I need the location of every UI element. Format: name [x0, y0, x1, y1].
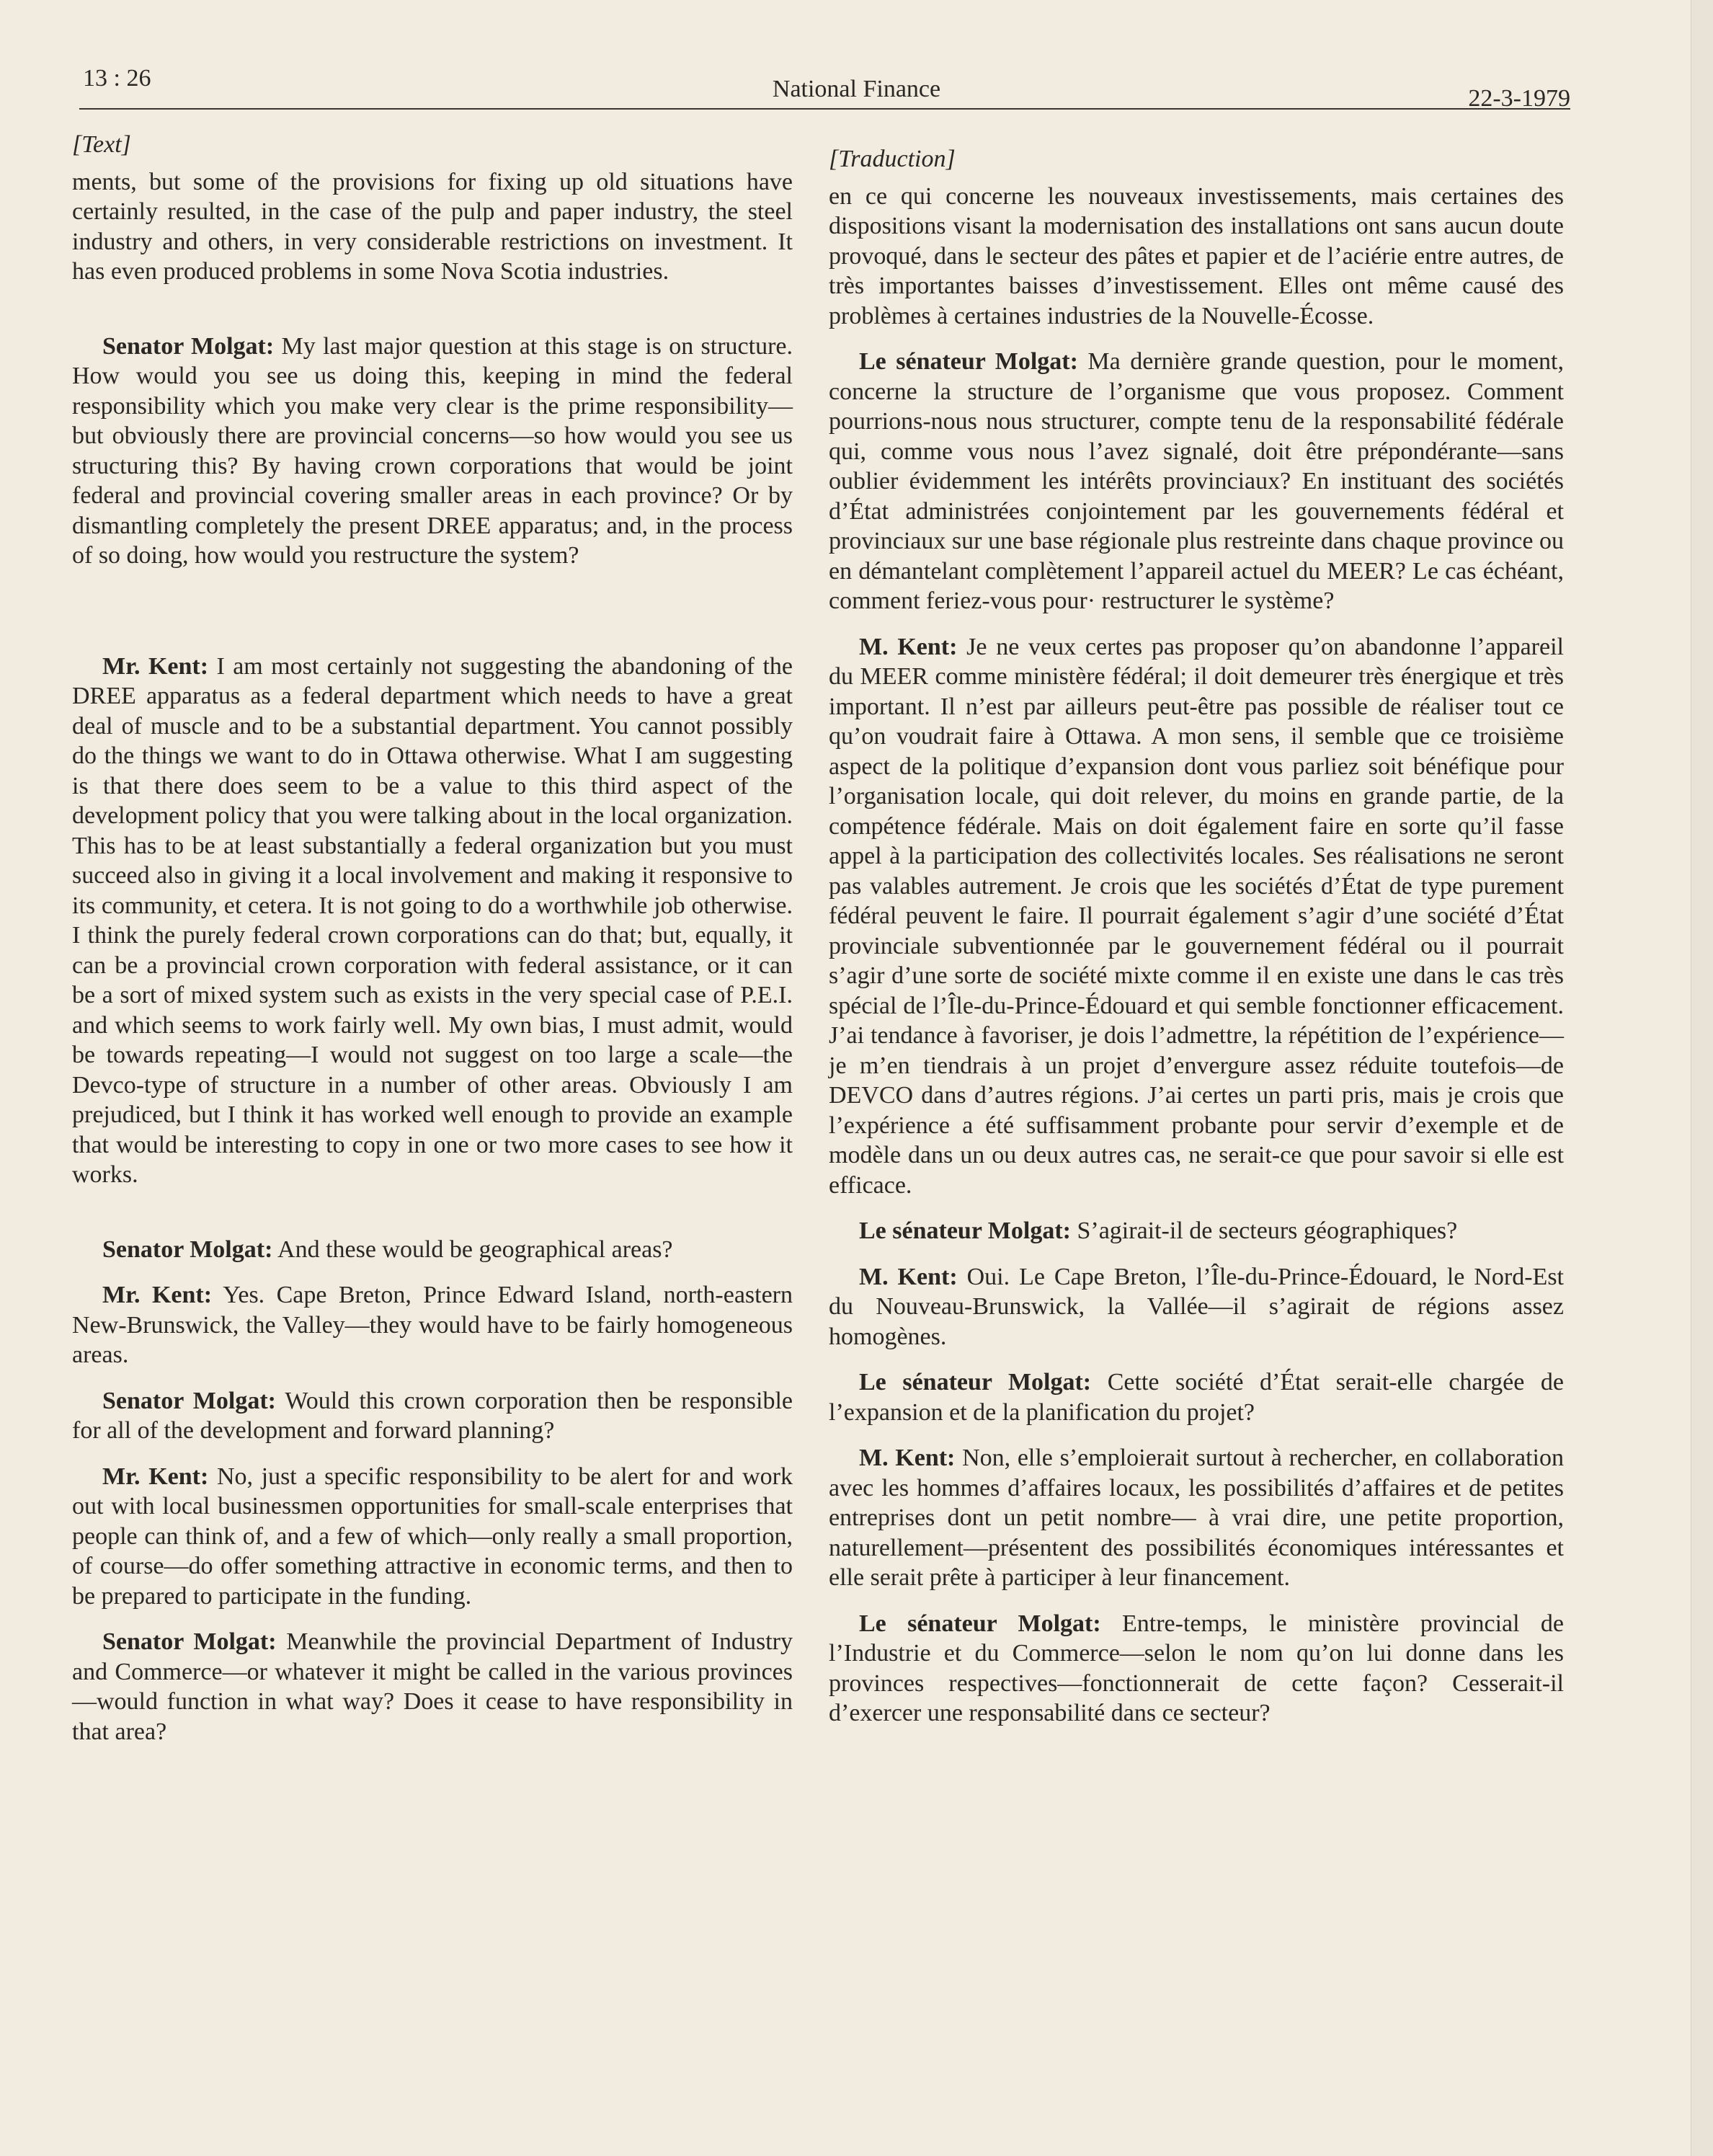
speech-text: Yes. Cape Breton, Prince Edward Island, north-eastern New-Brunswick, the Valley—they would have to be fairly homogeneous areas. [72, 1282, 793, 1368]
header-rule [79, 108, 1570, 110]
speaker-name: Senator Molgat: [102, 1628, 277, 1655]
column-tag: [Traduction] [829, 146, 956, 172]
page-number: 13 : 26 [83, 65, 151, 92]
paragraph [72, 1280, 793, 1370]
speech-text: No, just a specific responsibility to be alert for and work out with local businessmen opportunities for small-scale enterprises that people can think of, and a few of which—only really a small proportion, of course—do offer something attractive in economic terms, and then to be prepared to participate in the funding. [72, 1463, 793, 1610]
speech-text: My last major question at this stage is on structure. How would you see us doing this, keeping in mind the federal responsibility which you make very clear is the prime responsibility—but obviously there are provincial concerns—so how would you see us structuring this? By having crown corporations that would be joint federal and provincial covering smaller areas in each province? Or by dismantling completely the present DREE apparatus; and, in the process of so doing, how would you restructure the system? [72, 332, 793, 569]
speech-text: Cette société d’État serait-elle chargée de l’expansion et de la planification du projet? [829, 1369, 1564, 1426]
speech-text: Oui. Le Cape Breton, l’Île-du-Prince-Édouard, le Nord-Est du Nouveau-Brunswick, la Vallée—il s’agirait de régions assez homogènes. [829, 1263, 1564, 1350]
speaker-name: M. Kent: [859, 633, 958, 660]
paragraph [72, 652, 793, 1190]
english-column [72, 130, 793, 1762]
french-column [829, 144, 1564, 1744]
speaker-name: M. Kent: [859, 1445, 956, 1471]
paragraph [72, 1386, 793, 1446]
paragraph [72, 1235, 793, 1265]
speaker-name: Le sénateur Molgat: [859, 1217, 1071, 1244]
speaker-name: Senator Molgat: [102, 1236, 273, 1263]
paragraph [72, 332, 793, 571]
speaker-name: Mr. Kent: [102, 652, 209, 680]
speech-text: And these would be geographical areas? [272, 1236, 673, 1263]
speaker-name: Senator Molgat: [102, 332, 275, 360]
column-tag: [Text] [72, 131, 131, 158]
paragraph: en ce qui concerne les nouveaux investissements, mais certaines des dispositions visant la modernisation des installations ont sans aucun doute provoqué, dans le secteur des pâtes et papier et de l’aciérie entre autres, de très importantes baisses d’investissement. Elles ont même causé des problèmes à certaines industries de la Nouvelle-Écosse. [829, 182, 1564, 329]
paragraph [829, 632, 1564, 1201]
speaker-name: Le sénateur Molgat: [859, 1369, 1092, 1396]
speech-text: Je ne veux certes pas proposer qu’on abandonne l’appareil du MEER comme ministère fédéral; il doit demeurer très énergique et très important. Il n’est par ailleurs peut-être pas possible de réaliser tout ce qu’on voudrait faire à Ottawa. A mon sens, il semble que ce troisième aspect de la politique d’expansion dont vous parliez soit bénéfique pour l’organisation locale, qui doit relever, du moins en grande partie, de la compétence fédérale. Mais on doit également faire en sorte qu’il fasse appel à la participation des collectivités locales. Ses réalisations ne seront pas valables autrement. Je crois que les sociétés d’État de type purement fédéral peuvent le faire. Il pourrait également s’agir d’une société d’État provinciale subventionnée par le gouvernement fédéral ou il pourrait s’agir d’une sorte de société mixte comme il en existe une dans le cas très spécial de l’Île-du-Prince-Édouard et qui semble fonctionner efficacement. J’ai tendance à favoriser, je dois l’admettre, la répétition de l’expérience—je m’en tiendrais à un projet d’envergure assez réduite toutefois—de DEVCO dans d’autres régions. J’ai certes un parti pris, mais je crois que l’expérience a été suffisamment probante pour servir d’exemple et de modèle dans un ou deux autres cas, ne serait-ce que pour savoir si elle est efficace. [829, 633, 1564, 1199]
speaker-name: Mr. Kent: [102, 1282, 213, 1308]
speaker-name: Mr. Kent: [102, 1463, 209, 1490]
page-header [0, 0, 1713, 115]
speech-text: Entre-temps, le ministère provincial de l’Industrie et du Commerce—selon le nom qu’on lui donne dans les provinces respectives—fonctionnerait de cette façon? Cesserait-il d’exercer une responsabilité dans ce secteur? [829, 1610, 1564, 1726]
running-title: National Finance [772, 76, 941, 102]
paragraph [72, 1462, 793, 1612]
speech-text: Ma dernière grande question, pour le moment, concerne la structure de l’organisme que vous proposez. Comment pourrions-nous nous structurer, compte tenu de la responsabilité fédérale qui, comme vous nous l’avez signalé, doit être prépondérante—sans oublier évidemment les intérêts provinciaux? En instituant des sociétés d’État administrées conjointement par les gouvernements fédéral et provinciaux sur une base régionale plus restreinte dans chaque province ou en démantelant complètement l’appareil actuel du MEER? Le cas échéant, comment feriez-vous pour· restructurer le système? [829, 348, 1565, 614]
paragraph [72, 1627, 793, 1747]
paragraph [829, 1216, 1564, 1246]
spacer [72, 587, 793, 652]
speaker-name: Le sénateur Molgat: [859, 1610, 1101, 1637]
speech-text: Would this crown corporation then be responsible for all of the development and forward planning? [72, 1387, 793, 1444]
speech-text: I am most certainly not suggesting the abandoning of the DREE apparatus as a federal department which needs to have a great deal of muscle and to be a substantial department. You cannot possibly do the things we want to do in Ottawa otherwise. What I am suggesting is that there does seem to be a value to this third aspect of the development policy that you were talking about in the local organization. This has to be at least substantially a federal organization but you must succeed also in giving it a local involvement and making it responsive to its community, et cetera. It is not going to do a worthwhile job otherwise. I think the purely federal crown corporations can do that; but, equally, it can be a provincial crown corporation with federal assistance, or it can be a sort of mixed system such as exists in the very special case of P.E.I. and which seems to work fairly well. My own bias, I must admit, would be towards repeating—I would not suggest on too large a scale—the Devco-type of structure in a number of other areas. Obviously I am prejudiced, but I think it has worked well enough to provide an example that would be interesting to copy in one or two more cases to see how it works. [72, 652, 793, 1188]
paragraph [829, 1443, 1564, 1593]
spacer [72, 1206, 793, 1235]
speech-text: S’agirait-il de secteurs géographiques? [1070, 1217, 1458, 1244]
paragraph: ments, but some of the provisions for fixing up old situations have certainly resulted, in the case of the pulp and paper industry, the steel industry and others, in very considerable restrictions on investment. It has even produced problems in some Nova Scotia industries. [72, 168, 793, 285]
speaker-name: Senator Molgat: [102, 1387, 276, 1414]
paragraph [829, 1367, 1564, 1427]
paragraph [829, 1609, 1564, 1729]
page-date: 22-3-1979 [1468, 85, 1570, 112]
paragraph [829, 347, 1564, 616]
speech-text: Non, elle s’emploierait surtout à rechercher, en collaboration avec les hommes d’affaires locaux, les possibilités d’affaires et de petites entreprises dont un petit nombre— à vrai dire, une petite proportion, naturellement—présentent des possibilités économiques intéressantes et elle serait prête à participer à leur financement. [829, 1445, 1564, 1591]
speaker-name: Le sénateur Molgat: [859, 348, 1078, 375]
page-edge [1691, 0, 1713, 2156]
spacer [72, 303, 793, 332]
speech-text: Meanwhile the provincial Department of Industry and Commerce—or whatever it might be called in the various provinces—would function in what way? Does it cease to have responsibility in that area? [72, 1628, 793, 1745]
paragraph [829, 1262, 1564, 1352]
speaker-name: M. Kent: [859, 1263, 958, 1290]
